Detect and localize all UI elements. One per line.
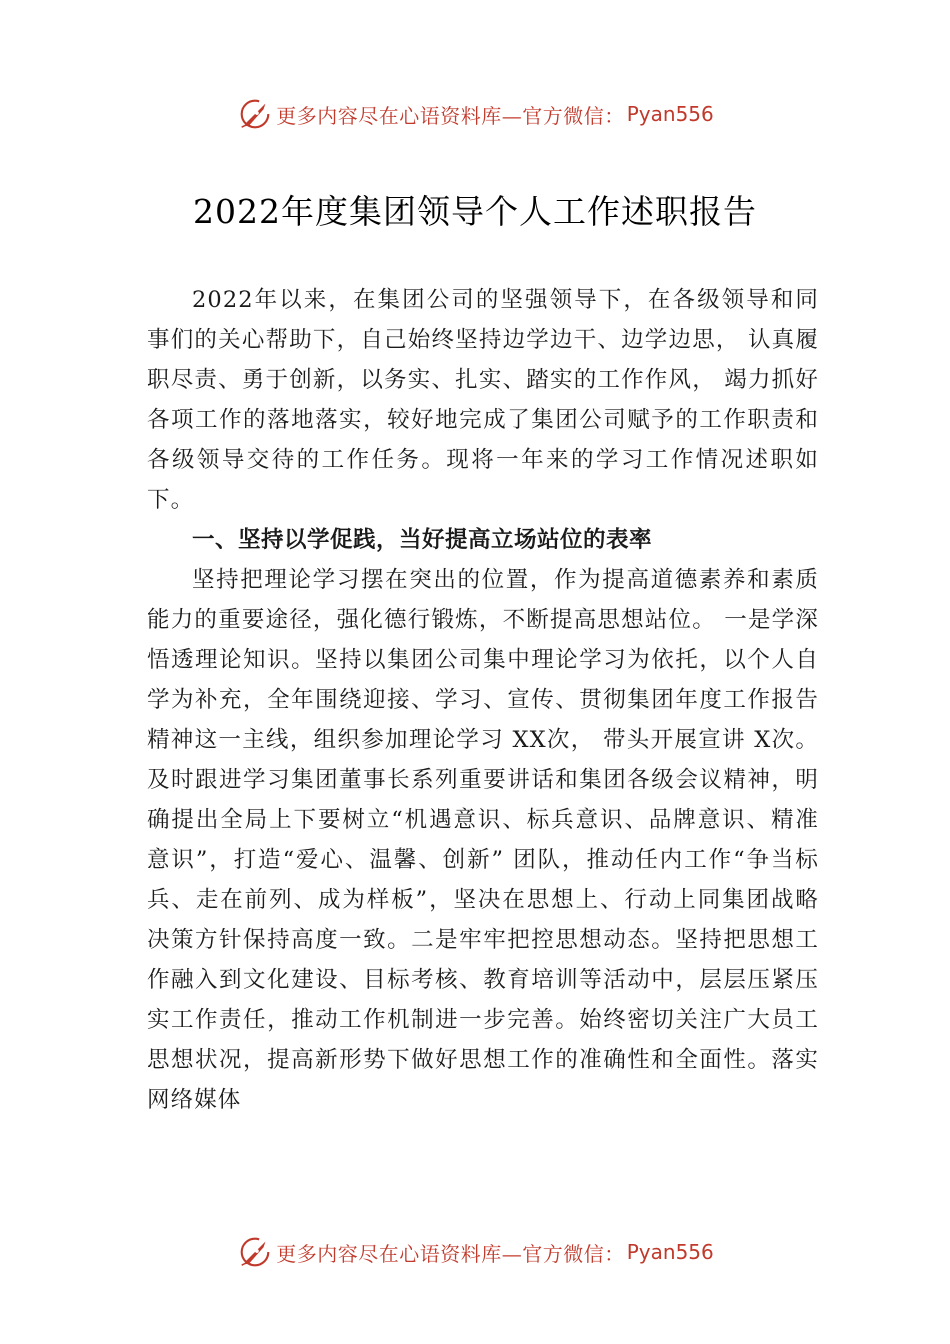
watermark-wechat-id: Pyan556	[626, 102, 714, 126]
section-heading: 一、坚持以学促践，当好提高立场站位的表率	[192, 527, 653, 553]
document-title: 2022年度集团领导个人工作述职报告	[193, 192, 757, 231]
intro-paragraph: 2022年以来，在集团公司的坚强领导下，在各级领导和同事们的关心帮助下，自己始终坚持边学边干、边学边思， 认真履职尽责、勇于创新，以务实、扎实、踏实的工作作风， 竭力抓好各项工作的落地落实，较好地完成了集团公司赋予的工作职责和各级领导交待的工作任务。现将一年来的学习工作情况述职如下。	[147, 287, 819, 513]
section-paragraph: 坚持把理论学习摆在突出的位置，作为提高道德素养和素质能力的重要途径，强化德行锻炼，不断提高思想站位。 一是学深悟透理论知识。坚持以集团公司集中理论学习为依托，以个人自学为补充，全年围绕迎接、学习、宣传、贯彻集团年度工作报告精神这一主线，组织参加理论学习 XX次， 带头开展宣讲 X次。及时跟进学习集团董事长系列重要讲话和集团各级会议精神，明确提出全局上下要树立“机遇意识、标兵意识、品牌意识、精准意识”，打造“爱心、温馨、创新” 团队，推动任内工作“争当标兵、走在前列、成为样板”，坚决在思想上、行动上同集团战略决策方针保持高度一致。二是牢牢把控思想动态。坚持把思想工作融入到文化建设、目标考核、教育培训等活动中，层层压紧压实工作责任，推动工作机制进一步完善。始终密切关注广大员工思想状况，提高新形势下做好思想工作的准确性和全面性。落实网络媒体	[147, 567, 819, 1113]
document-body	[147, 280, 819, 1120]
watermark-footer	[0, 1232, 950, 1272]
pen-logo-icon	[236, 95, 274, 133]
watermark-text: 更多内容尽在心语资料库—官方微信：	[276, 1241, 625, 1266]
pen-logo-icon	[236, 1233, 274, 1271]
watermark-wechat-id: Pyan556	[626, 1240, 714, 1264]
watermark-text: 更多内容尽在心语资料库—官方微信：	[276, 103, 625, 128]
watermark-header	[0, 94, 950, 134]
